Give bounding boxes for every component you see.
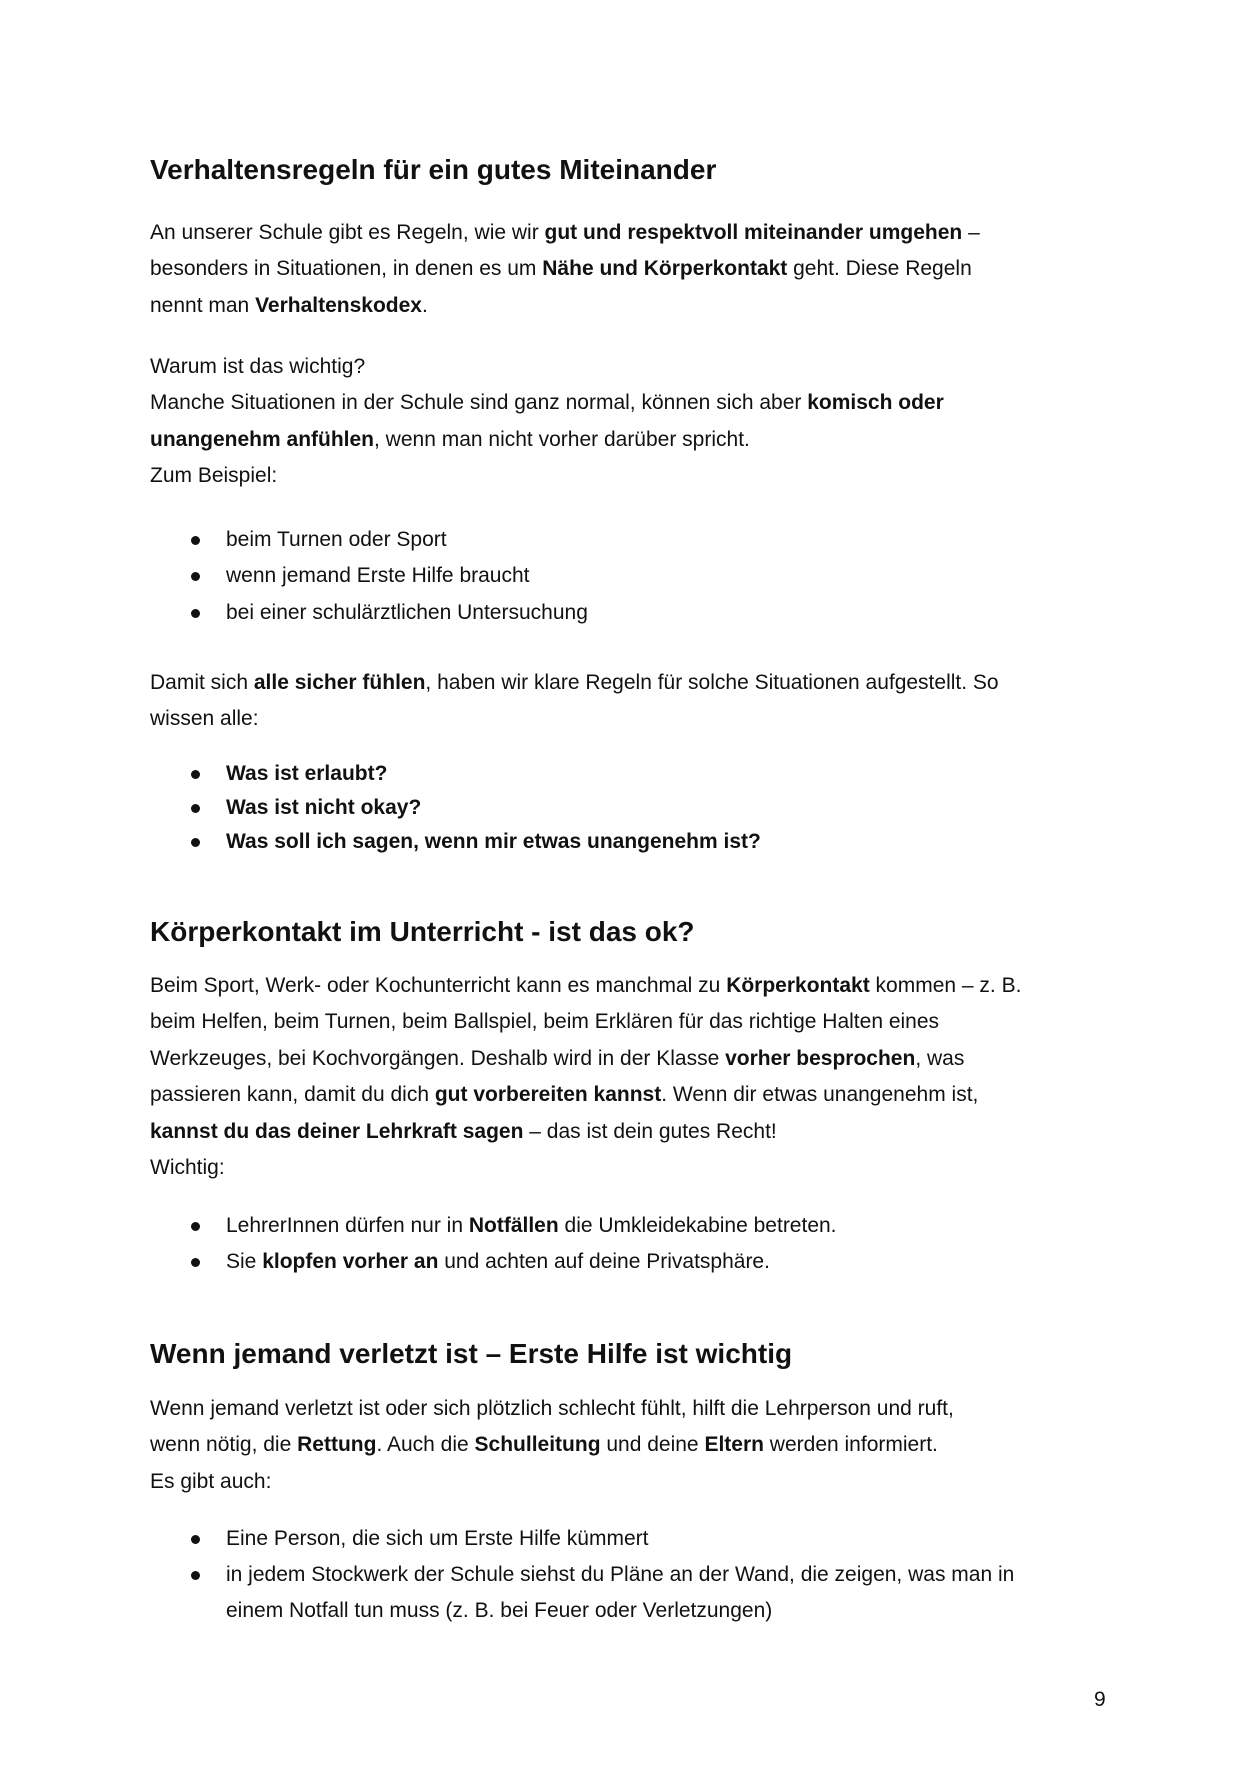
paragraph-line <box>150 1004 1021 1040</box>
text-run: nennt man <box>150 293 256 317</box>
text-run: wissen alle: <box>150 707 259 731</box>
list-item <box>190 1557 1014 1629</box>
text-run: geht. Diese Regeln <box>787 257 972 281</box>
text-run: Manche Situationen in der Schule sind ganz normal, können sich aber <box>150 391 808 415</box>
paragraph <box>150 665 999 738</box>
list-item-text <box>226 558 530 594</box>
text-run: . <box>422 293 428 317</box>
paragraph-line <box>150 288 980 324</box>
bold-text: Was ist erlaubt? <box>226 762 388 785</box>
bold-text: Notfällen <box>468 1214 559 1237</box>
text-run: Wichtig: <box>150 1155 225 1179</box>
text-run: , was <box>915 1046 965 1070</box>
text-run: Sie <box>226 1250 263 1274</box>
text-run: einem Notfall tun muss (z. B. bei Feuer oder Verletzungen) <box>226 1599 773 1623</box>
section-heading: Körperkontakt im Unterricht - ist das ok? <box>150 916 695 947</box>
bold-text: vorher besprochen <box>725 1046 916 1070</box>
text-run: wenn nötig, die <box>150 1433 298 1457</box>
text-run: Warum ist das wichtig? <box>150 355 366 378</box>
list-item-text <box>226 1557 1014 1593</box>
text-run: beim Helfen, beim Turnen, beim Ballspiel, beim Erklären für das richtige Halten eines <box>150 1010 940 1034</box>
paragraph-line <box>150 968 1021 1004</box>
text-run: LehrerInnen dürfen nur in <box>226 1214 469 1237</box>
bold-text: Was soll ich sagen, wenn mir etwas unangenehm ist? <box>226 830 761 853</box>
text-run: kommen – z. B. <box>869 974 1022 997</box>
list-item <box>190 824 761 860</box>
text-run: Beim Sport, Werk- oder Kochunterricht kann es manchmal zu <box>150 974 727 997</box>
list-item-text <box>226 756 387 792</box>
text-run: , haben wir klare Regeln für solche Situationen aufgestellt. So <box>425 671 999 694</box>
text-run: Damit sich <box>150 671 254 694</box>
text-run: – das ist dein gutes Recht! <box>523 1119 777 1143</box>
list-item-text <box>226 1244 770 1280</box>
paragraph <box>150 968 1021 1186</box>
text-run: bei einer schulärztlichen Untersuchung <box>226 600 588 624</box>
paragraph-line <box>150 1077 1021 1113</box>
paragraph-line <box>150 422 944 458</box>
text-run: Werkzeuges, bei Kochvorgängen. Deshalb wird in der Klasse <box>150 1046 726 1070</box>
text-run: werden informiert. <box>763 1433 938 1457</box>
text-run: in jedem Stockwerk der Schule siehst du Pläne an der Wand, die zeigen, was man in <box>226 1563 1015 1587</box>
bold-text: gut vorbereiten kannst <box>434 1083 662 1107</box>
bold-text: Körperkontakt <box>726 974 870 997</box>
list-item-text <box>226 1208 837 1244</box>
bold-text: Rettung <box>297 1433 377 1457</box>
list-item <box>190 1244 770 1280</box>
list-item <box>190 756 387 792</box>
bold-text: Eltern <box>704 1433 764 1457</box>
text-run: und achten auf deine Privatsphäre. <box>438 1250 770 1274</box>
list-item-text <box>226 1521 648 1557</box>
bold-text: komisch oder <box>807 391 944 415</box>
paragraph-line <box>150 385 944 421</box>
text-run: Eine Person, die sich um Erste Hilfe kümmert <box>226 1527 649 1550</box>
paragraph-line <box>150 251 980 287</box>
list-item <box>190 790 421 826</box>
bold-text: unangenehm anfühlen <box>150 427 375 451</box>
bold-text: Was ist nicht okay? <box>226 796 422 819</box>
paragraph-line <box>150 215 980 251</box>
list-item-text <box>226 522 447 558</box>
section-heading: Verhaltensregeln für ein gutes Miteinander <box>150 154 717 185</box>
text-run: die Umkleidekabine betreten. <box>558 1214 837 1237</box>
text-run: An unserer Schule gibt es Regeln, wie wir <box>150 221 545 244</box>
paragraph-line <box>150 349 944 385</box>
bold-text: Verhaltenskodex <box>255 293 422 317</box>
text-run: beim Turnen oder Sport <box>226 528 447 551</box>
paragraph-line <box>150 458 944 494</box>
list-item <box>190 558 530 594</box>
section-heading: Wenn jemand verletzt ist – Erste Hilfe ist wichtig <box>150 1338 793 1369</box>
paragraph-line <box>150 1464 954 1500</box>
text-run: besonders in Situationen, in denen es um <box>150 257 543 281</box>
paragraph-line <box>150 1391 954 1427</box>
paragraph-line <box>150 1150 1021 1186</box>
paragraph <box>150 215 980 324</box>
text-run: Zum Beispiel: <box>150 464 278 488</box>
list-item <box>190 522 447 558</box>
paragraph-line <box>150 665 999 701</box>
paragraph-line <box>150 1114 1021 1150</box>
bold-text: Nähe und Körperkontakt <box>542 257 788 281</box>
paragraph <box>150 1391 954 1500</box>
paragraph-line <box>150 1427 954 1463</box>
list-item-text <box>226 824 761 860</box>
text-run: . Wenn dir etwas unangenehm ist, <box>661 1083 979 1107</box>
paragraph-line <box>150 1041 1021 1077</box>
text-run: passieren kann, damit du dich <box>150 1083 435 1107</box>
text-run: , wenn man nicht vorher darüber spricht. <box>374 427 750 451</box>
bold-text: alle sicher fühlen <box>253 671 426 694</box>
bold-text: gut und respektvoll miteinander umgehen <box>544 221 963 244</box>
list-item-text <box>226 1593 1014 1629</box>
page-number: 9 <box>1094 1688 1106 1711</box>
paragraph <box>150 349 944 495</box>
text-run: wenn jemand Erste Hilfe braucht <box>226 564 530 588</box>
bold-text: Schulleitung <box>474 1433 601 1457</box>
list-item <box>190 595 588 631</box>
bold-text: klopfen vorher an <box>262 1250 439 1274</box>
bold-text: kannst du das deiner Lehrkraft sagen <box>150 1119 524 1143</box>
text-run: Es gibt auch: <box>150 1469 272 1493</box>
list-item-text <box>226 790 421 826</box>
text-run: Wenn jemand verletzt ist oder sich plötzlich schlecht fühlt, hilft die Lehrperson und ruft, <box>150 1397 954 1420</box>
paragraph-line <box>150 701 999 737</box>
text-run: – <box>962 221 980 244</box>
list-item-text <box>226 595 588 631</box>
text-run: . Auch die <box>376 1433 475 1457</box>
list-item <box>190 1521 648 1557</box>
text-run: und deine <box>600 1433 705 1457</box>
list-item <box>190 1208 837 1244</box>
